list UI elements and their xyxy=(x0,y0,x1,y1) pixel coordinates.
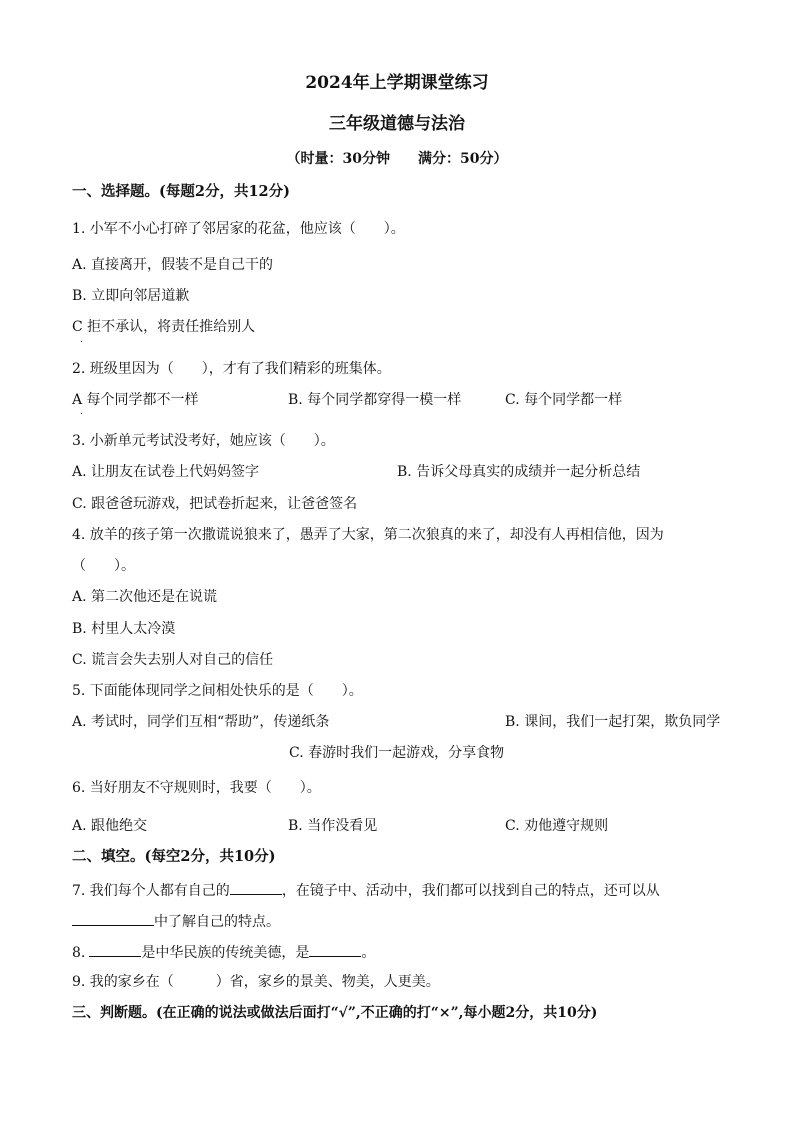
subject-title: 三年级道德与法治 xyxy=(329,114,465,134)
question-4-stem: 4. 放羊的孩子第一次撒谎说狼来了，愚弄了大家，第二次狼真的来了，却没有人再相信他，因为 xyxy=(72,527,664,543)
question-7-line-1 xyxy=(72,880,660,900)
fill-blank[interactable] xyxy=(230,880,282,895)
question-8 xyxy=(72,942,375,962)
question-2-option-c[interactable]: C. 每个同学都一样 xyxy=(505,392,623,408)
page-title: 2024年上学期课堂练习 xyxy=(305,73,489,93)
question-6-option-c[interactable]: C. 劝他遵守规则 xyxy=(505,818,609,834)
question-7-text-a: 7. 我们每个人都有自己的 xyxy=(72,883,230,899)
question-3-option-b[interactable]: B. 告诉父母真实的成绩并一起分析总结 xyxy=(397,464,641,480)
question-1-stem: 1. 小军不小心打碎了邻居家的花盆，他应该（ ）。 xyxy=(72,221,405,237)
question-5-stem: 5. 下面能体现同学之间相处快乐的是（ ）。 xyxy=(72,683,363,699)
question-4-option-b[interactable]: B. 村里人太冷漠 xyxy=(72,621,176,637)
question-2-stem: 2. 班级里因为（ ），才有了我们精彩的班集体。 xyxy=(72,361,391,377)
question-2-option-b[interactable]: B. 每个同学都穿得一模一样 xyxy=(288,392,462,408)
question-7-line-2 xyxy=(72,911,280,931)
question-1-option-c[interactable]: C 拒不承认，将责任推给别人 xyxy=(72,319,256,335)
question-7-text-c: 中了解自己的特点。 xyxy=(154,914,280,930)
question-4-stem-continued: （ ）。 xyxy=(72,558,135,574)
fill-blank[interactable] xyxy=(72,911,154,926)
question-7-text-b: ，在镜子中、活动中，我们都可以找到自己的特点，还可以从 xyxy=(281,883,660,899)
question-6-option-b[interactable]: B. 当作没看见 xyxy=(288,818,378,834)
section-3-heading: 三、判断题。(在正确的说法或做法后面打“√”,不正确的打“×”,每小题2分，共10分) xyxy=(72,1005,598,1021)
question-8-number: 8. xyxy=(72,945,86,961)
question-8-end: 。 xyxy=(361,945,376,961)
fill-blank[interactable] xyxy=(89,942,141,957)
question-1-option-b[interactable]: B. 立即向邻居道歉 xyxy=(72,288,190,304)
question-3-stem: 3. 小新单元考试没考好，她应该（ ）。 xyxy=(72,433,335,449)
exam-info: （时量：30分钟 满分：50分） xyxy=(286,151,508,167)
question-2-option-a[interactable]: A 每个同学都不一样 xyxy=(72,392,199,408)
question-1-option-a[interactable]: A. 直接离开，假装不是自己干的 xyxy=(72,257,274,273)
section-1-heading: 一、选择题。(每题2分，共12分) xyxy=(72,183,290,200)
question-4-option-c[interactable]: C. 谎言会失去别人对自己的信任 xyxy=(72,652,274,668)
question-9: 9. 我的家乡在（ ）省，家乡的景美、物美，人更美。 xyxy=(72,974,440,990)
question-3-option-a[interactable]: A. 让朋友在试卷上代妈妈签字 xyxy=(72,464,260,480)
stray-dot: . xyxy=(80,335,83,345)
question-5-option-b[interactable]: B. 课间，我们一起打架，欺负同学 xyxy=(505,714,721,730)
section-2-heading: 二、填空。(每空2分，共10分) xyxy=(72,848,276,865)
question-5-option-a[interactable]: A. 考试时，同学们互相“帮助”，传递纸条 xyxy=(72,714,330,730)
question-5-option-c[interactable]: C. 春游时我们一起游戏，分享食物 xyxy=(289,745,505,761)
fill-blank[interactable] xyxy=(309,942,361,957)
question-8-text: 是中华民族的传统美德，是 xyxy=(141,945,310,961)
question-6-option-a[interactable]: A. 跟他绝交 xyxy=(72,818,148,834)
question-6-stem: 6. 当好朋友不守规则时，我要（ ）。 xyxy=(72,780,321,796)
question-4-option-a[interactable]: A. 第二次他还是在说谎 xyxy=(72,589,218,605)
question-3-option-c[interactable]: C. 跟爸爸玩游戏，把试卷折起来，让爸爸签名 xyxy=(72,496,358,512)
stray-dot: . xyxy=(80,407,83,417)
